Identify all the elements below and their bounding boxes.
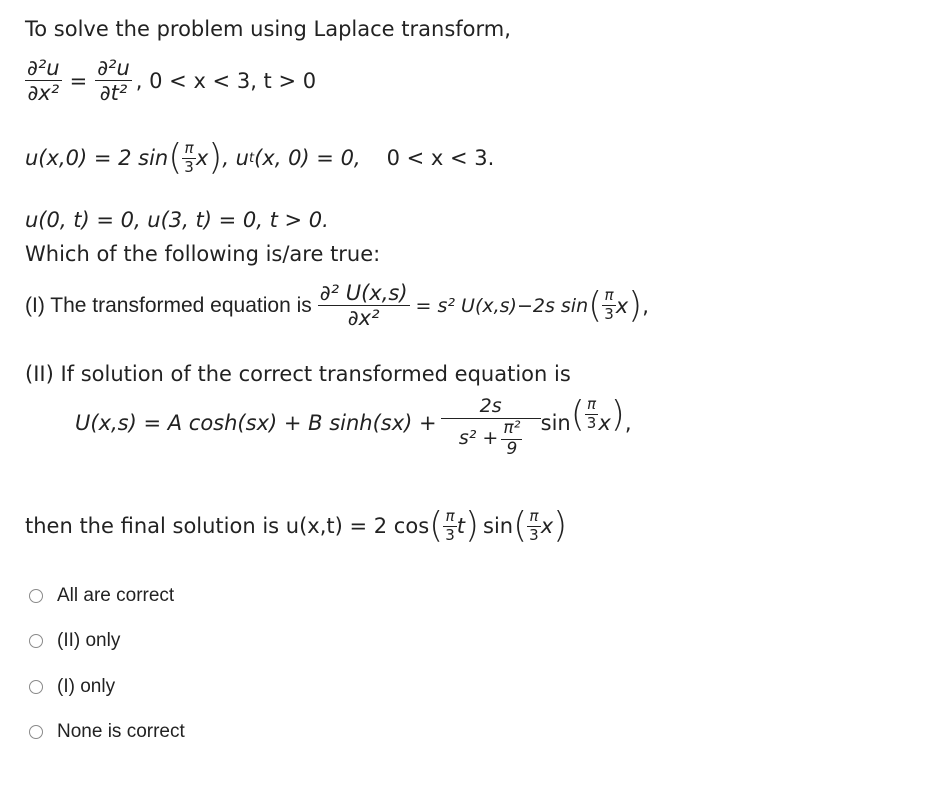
- s3-pi-over-3-x: [527, 506, 541, 544]
- option-label: (I) only: [57, 676, 116, 697]
- radio-button[interactable]: [29, 680, 43, 694]
- pde-equals: =: [69, 68, 88, 93]
- pde-rhs-den: ∂t²: [99, 81, 128, 106]
- s2-pi-over-3: [585, 397, 599, 432]
- s1-x: x: [615, 293, 629, 318]
- s1-num: ∂² U(x,s): [319, 281, 408, 305]
- statement-2-equation: U(x,s) = A cosh(sx) + B sinh(sx) + 2s s² + $\frac{\text{π²}}{9}$ sin ( $\frac{\pi}{3}$ x ) ,: [75, 394, 632, 459]
- initial-conditions: u(x,0) = 2 sin ( $\frac{\pi}{3}$ x ) , u t (x, 0) = 0, 0 < x < 3.: [25, 137, 495, 178]
- ic-x: x: [195, 146, 209, 170]
- s2-pi: π: [587, 395, 597, 413]
- radio-button[interactable]: [29, 725, 43, 739]
- option-label: None is correct: [57, 721, 185, 742]
- option-i-only[interactable]: [29, 676, 115, 698]
- pde-lhs-den: ∂x²: [27, 81, 60, 106]
- s3-three-a: 3: [445, 525, 455, 544]
- option-label: All are correct: [57, 585, 175, 606]
- intro-text: To solve the problem using Laplace transform,: [25, 17, 511, 41]
- radio-button[interactable]: [29, 589, 43, 603]
- ic-ut: , u: [222, 146, 249, 170]
- pde-rhs-num: ∂²u: [97, 56, 130, 80]
- s1-pi: π: [604, 286, 614, 305]
- s3-x: x: [540, 514, 554, 538]
- s2-den: [457, 417, 525, 459]
- s1-pi-over-3: [602, 288, 616, 323]
- statement-3: then the final solution is u(x,t) = 2 cos ( $\frac{\pi}{3}$ t ) sin ( $\frac{\pi}{3}$ x ): [25, 505, 568, 546]
- s2-tail: ,: [624, 411, 632, 435]
- s1-tail: ,: [642, 293, 649, 318]
- s3-pi-over-3-t: [443, 506, 457, 544]
- s2-lhs: U(x,s) = A cosh(sx) + B sinh(sx) +: [75, 411, 437, 435]
- s1-den: ∂x²: [347, 306, 380, 331]
- option-all-correct[interactable]: [29, 585, 174, 607]
- pde-lhs-num: ∂²u: [27, 56, 60, 80]
- s3-pi-a: π: [445, 506, 455, 525]
- statement-1-fraction: [318, 282, 410, 329]
- ic-t-sub: t: [248, 150, 255, 166]
- s3-three-b: 3: [529, 525, 539, 544]
- option-none-correct[interactable]: [29, 721, 185, 743]
- s2-pi2-over-9: [501, 417, 522, 459]
- s2-pi2: π²: [503, 417, 521, 438]
- option-label: (II) only: [57, 630, 121, 651]
- option-ii-only[interactable]: [29, 630, 120, 652]
- pde-lhs-fraction: [25, 57, 62, 104]
- statement-1: (I) The transformed equation is $\frac{\text{∂² U(x,s)}}{\text{∂x²}}$ = s² U(x,s)−2s sin ( $\frac{\pi}{3}$ x ) ,: [25, 281, 649, 331]
- question-prompt: Which of the following is/are true:: [25, 242, 381, 266]
- s2-nine: 9: [506, 438, 518, 459]
- ic-three: 3: [184, 157, 194, 176]
- s2-den-s2: s² +: [458, 427, 499, 450]
- statement-1-label: (I) The transformed equation is: [25, 293, 312, 317]
- radio-button[interactable]: [29, 634, 43, 648]
- ic-pi-over-3: [182, 138, 196, 176]
- pde-domain: , 0 < x < 3, t > 0: [135, 68, 317, 93]
- statement-2-label: (II) If solution of the correct transformed equation is: [25, 362, 571, 386]
- ic-pi: π: [184, 138, 194, 157]
- s2-x: x: [598, 411, 611, 435]
- ic-u-sin: u(x,0) = 2 sin: [25, 146, 169, 170]
- s3-pi-b: π: [529, 506, 539, 525]
- boundary-conditions: u(0, t) = 0, u(3, t) = 0, t > 0.: [25, 208, 329, 232]
- ic-ut-value: (x, 0) = 0,: [254, 146, 361, 170]
- s3-label: then the final solution is u(x,t) = 2 cos: [25, 514, 430, 538]
- s3-t: t: [456, 514, 465, 538]
- pde-rhs-fraction: [95, 57, 132, 104]
- s2-three: 3: [586, 413, 597, 432]
- s1-three: 3: [604, 305, 614, 324]
- s3-sin: sin: [483, 514, 514, 538]
- s1-rhs: = s² U(x,s)−2s sin: [415, 294, 589, 317]
- pde-equation: [25, 57, 316, 104]
- s2-fraction: [441, 397, 541, 459]
- s2-num: 2s: [479, 395, 502, 417]
- s2-sin: sin: [540, 411, 571, 435]
- ic-domain: 0 < x < 3.: [386, 146, 495, 170]
